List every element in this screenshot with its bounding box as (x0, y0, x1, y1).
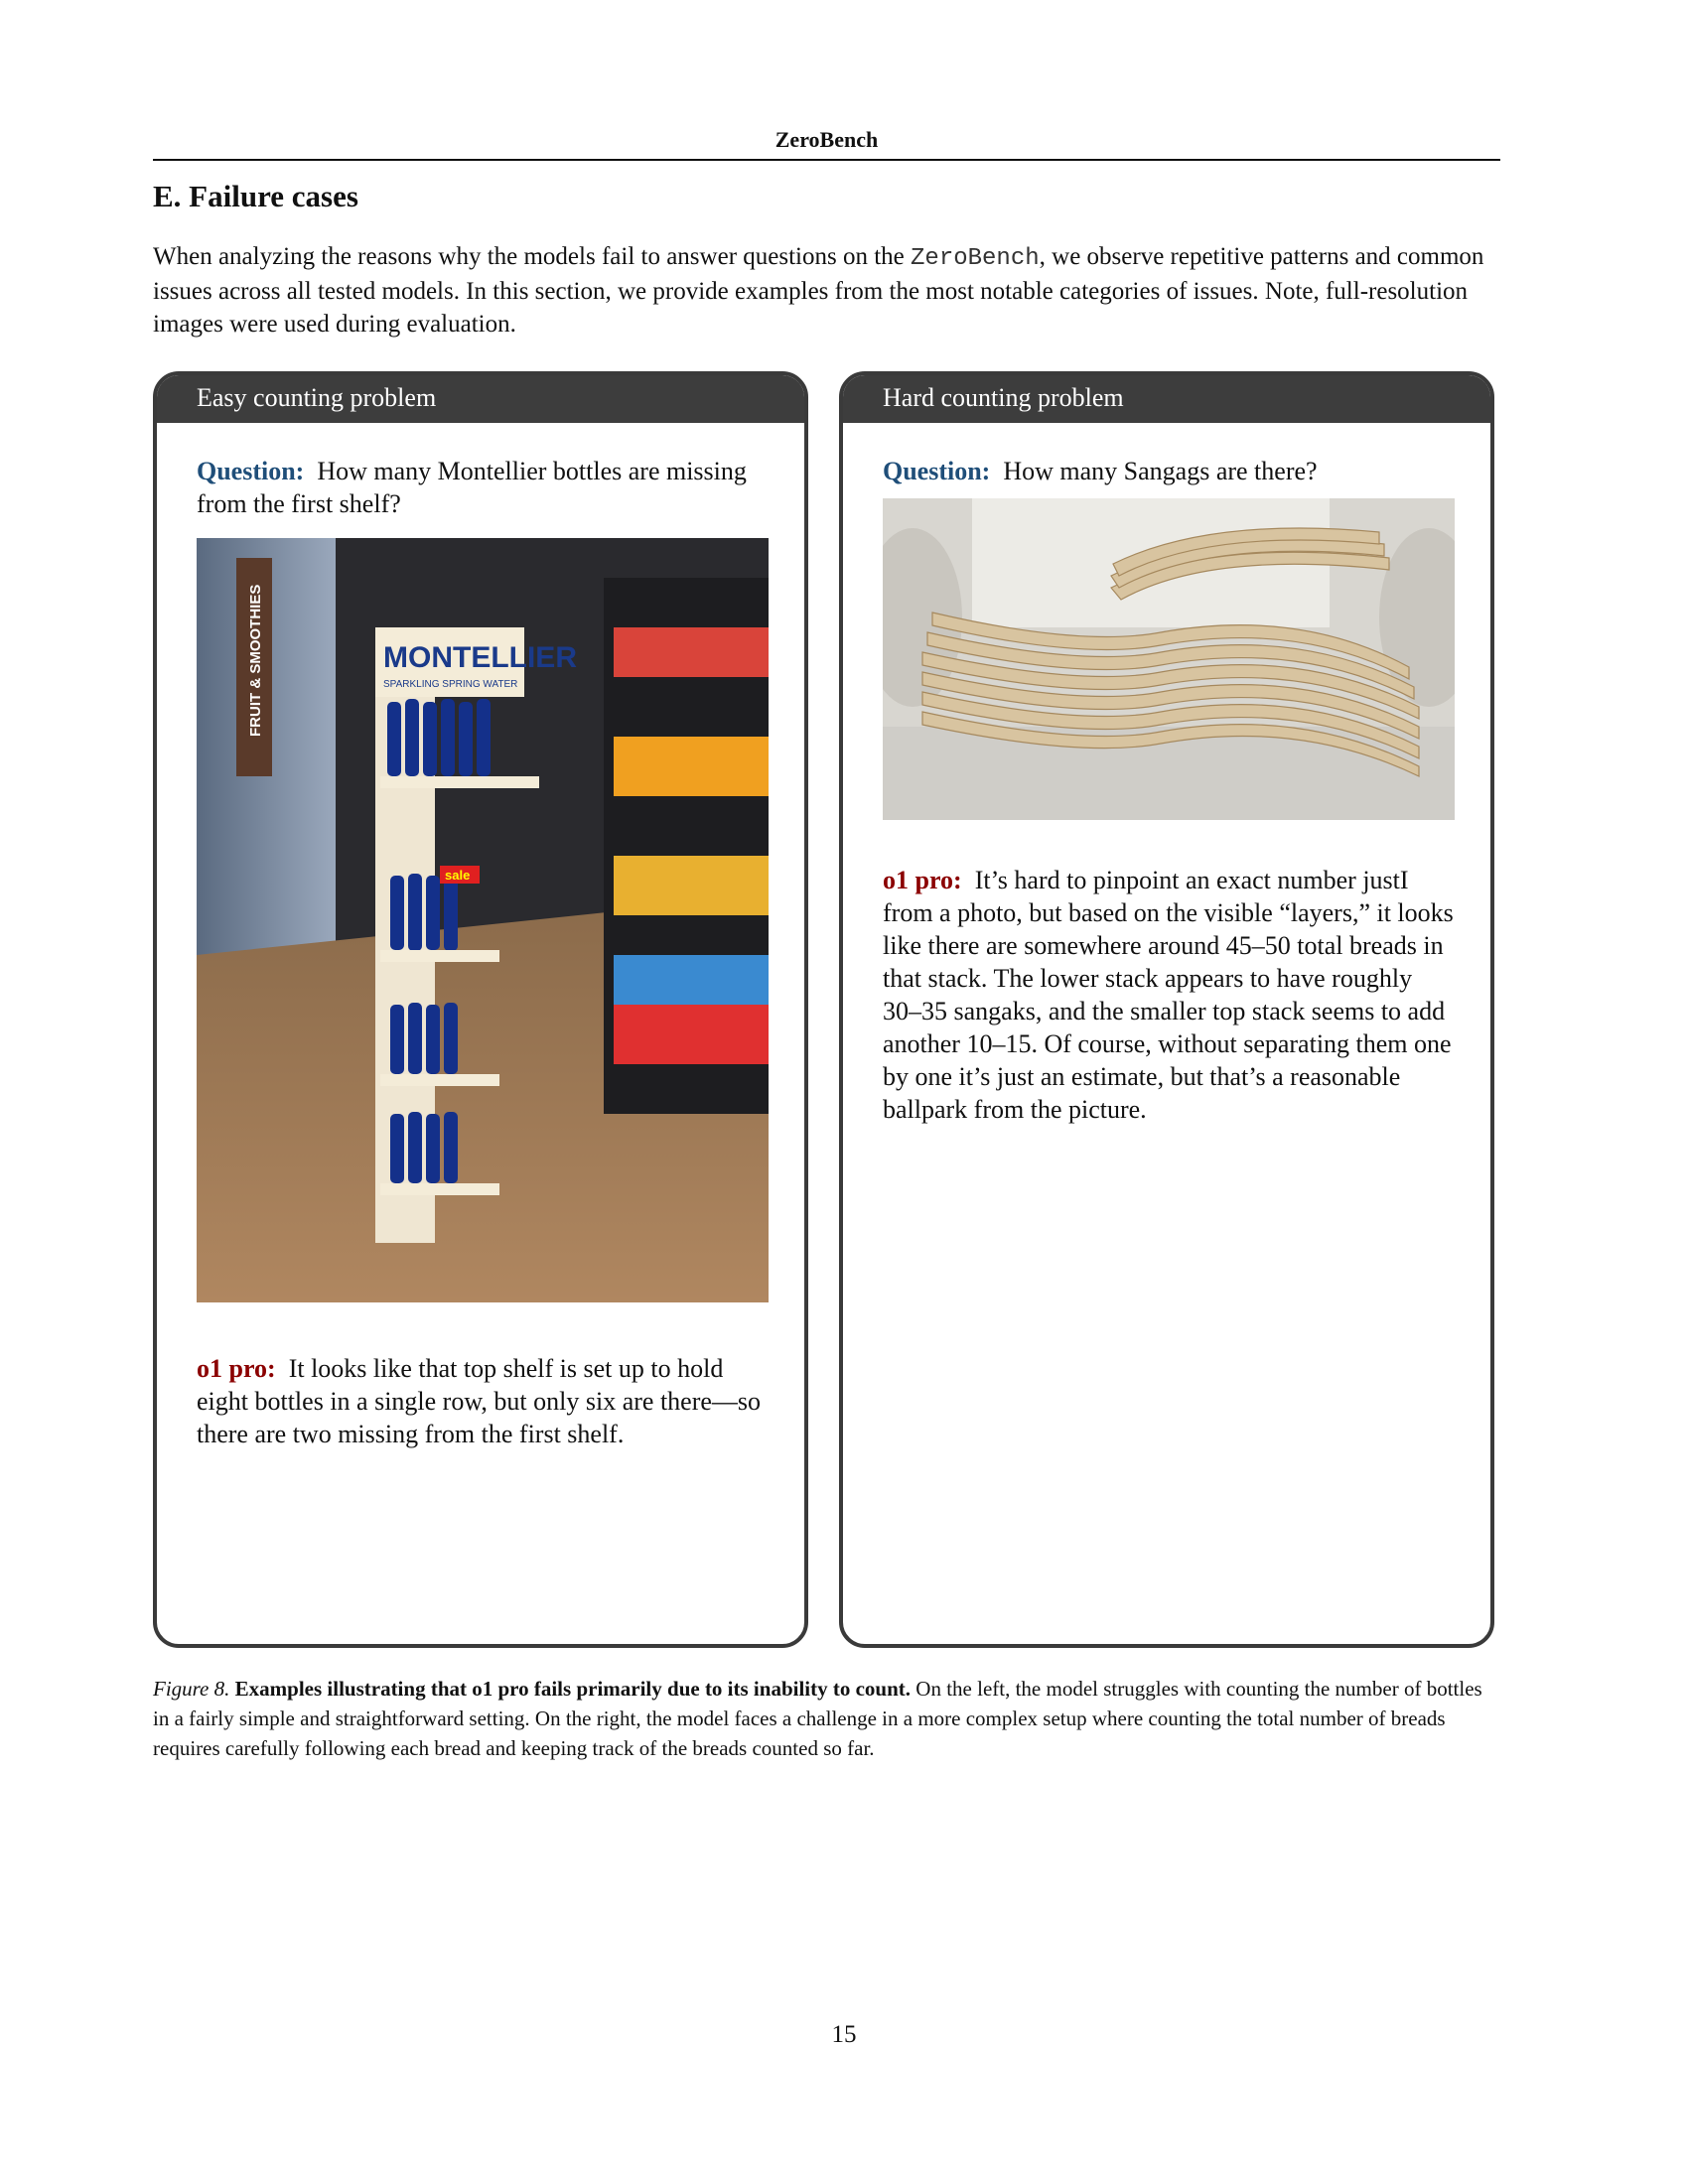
intro-paragraph (153, 240, 1500, 341)
section-title: E. Failure cases (153, 179, 358, 213)
question-text: How many Montellier bottles are missing from the first shelf? (197, 457, 747, 518)
question-label: Question: (883, 457, 991, 485)
easy-counting-panel (153, 371, 808, 1648)
store-shelf-photo (197, 538, 769, 1302)
model-answer (883, 864, 1455, 1126)
intro-text-end: , we observe repetitive patterns and common issues across all tested models. In this section, we provide examples from the most notable categories of issues. Note, full-resolution images were used during evaluation. (153, 243, 1484, 338)
panel-header: Easy counting problem (157, 375, 804, 423)
bread-stack-photo (883, 498, 1455, 820)
benchmark-name: ZeroBench (911, 245, 1040, 272)
question (883, 455, 1455, 487)
sign-brand: MONTELLIER (383, 641, 577, 674)
figure-caption (153, 1674, 1500, 1763)
caption-text: On the left, the model struggles with counting the number of bottles in a fairly simple and straightforward setting. On the right, the model faces a challenge in a more complex setup where counting the total number of breads requires carefully following each bread and keeping track of the breads counted so far. (153, 1677, 1482, 1760)
running-head: ZeroBench (153, 127, 1500, 161)
question (197, 455, 769, 520)
figure-label: Figure 8. (153, 1677, 230, 1701)
caption-bold: Examples illustrating that o1 pro fails primarily due to its inability to count. (234, 1677, 912, 1701)
page-number: 15 (831, 2021, 857, 2048)
model-answer (197, 1352, 769, 1450)
panel-header: Hard counting problem (843, 375, 1490, 423)
answer-label: o1 pro: (197, 1354, 276, 1383)
intro-text-start: When analyzing the reasons why the models fail to answer questions on the (153, 243, 912, 270)
answer-label: o1 pro: (883, 866, 962, 894)
hard-counting-panel (839, 371, 1494, 1648)
sale-tag: sale (445, 868, 471, 883)
answer-text: It’s hard to pinpoint an exact number justI from a photo, but based on the visible “layers,” it looks like there are somewhere around 45–50 total breads in that stack. The lower stack appears to have roughly 30–35 sangaks, and the smaller top stack seems to add another 10–15. Of course, without separating them one by one it’s just an estimate, but that’s a reasonable ballpark from the picture. (883, 866, 1454, 1124)
question-label: Question: (197, 457, 305, 485)
cooler-sign: FRUIT & SMOOTHIES (247, 584, 264, 737)
answer-text: It looks like that top shelf is set up to hold eight bottles in a single row, but only six are there—so there are two missing from the first shelf. (197, 1354, 762, 1448)
sign-subtitle: SPARKLING SPRING WATER (383, 679, 518, 690)
question-text: How many Sangags are there? (1003, 457, 1318, 485)
